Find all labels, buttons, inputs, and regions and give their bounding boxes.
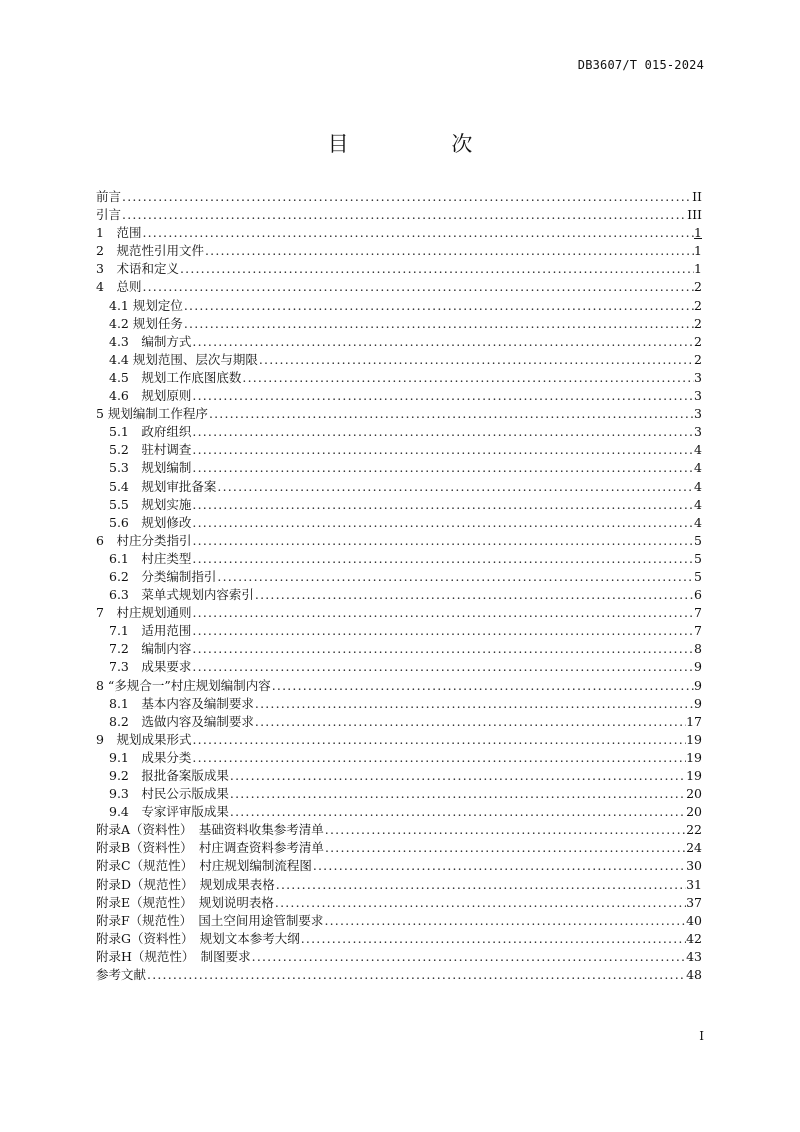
toc-entry-page: 17: [686, 713, 702, 729]
toc-entry[interactable]: [96, 857, 702, 875]
toc-entry-label: 5.5 规划实施: [109, 496, 192, 512]
toc-entry-page: 42: [686, 930, 702, 946]
toc-entry-page: 4: [694, 442, 702, 458]
toc-entry-label: 8.1 基本内容及编制要求: [109, 695, 254, 711]
toc-entry-label: 4.5 规划工作底图底数: [109, 369, 242, 385]
toc-entry[interactable]: [96, 785, 702, 803]
toc-entry-page: 3: [694, 406, 702, 422]
toc-entry[interactable]: [96, 803, 702, 821]
toc-entry[interactable]: [96, 894, 702, 912]
toc-entry-label: 5.6 规划修改: [109, 514, 192, 530]
toc-leader-dots: [275, 876, 686, 894]
toc-entry[interactable]: [96, 912, 702, 930]
toc-leader-dots: [191, 441, 694, 459]
toc-entry-label: 5.3 规划编制: [109, 460, 192, 476]
toc-leader-dots: [324, 821, 686, 839]
toc-leader-dots: [216, 568, 694, 586]
toc-leader-dots: [191, 658, 694, 676]
toc-entry-label: 9.3 村民公示版成果: [109, 786, 229, 802]
toc-entry[interactable]: [96, 640, 702, 658]
toc-entry-page: 19: [686, 768, 702, 783]
toc-entry[interactable]: [96, 966, 702, 984]
toc-entry-page: 20: [686, 786, 702, 802]
toc-entry[interactable]: [96, 658, 702, 676]
toc-entry[interactable]: [96, 405, 702, 423]
toc-leader-dots: [146, 966, 686, 984]
toc-entry-page: 1: [694, 261, 702, 277]
toc-entry-page: 2: [694, 333, 702, 349]
toc-entry-page: 5: [694, 550, 702, 566]
toc-entry-page: 19: [686, 749, 702, 765]
toc-entry-label: 4.6 规划原则: [109, 388, 192, 404]
toc-entry-page: 3: [694, 388, 702, 404]
toc-entry-label: 9 规划成果形式: [96, 731, 192, 747]
toc-entry[interactable]: [96, 441, 702, 459]
toc-entry[interactable]: [96, 821, 702, 839]
toc-leader-dots: [251, 948, 686, 966]
toc-entry-label: 5.4 规划审批备案: [109, 478, 217, 494]
toc-leader-dots: [324, 839, 686, 857]
toc-leader-dots: [191, 514, 694, 532]
toc-entry[interactable]: [96, 749, 702, 767]
toc-entry[interactable]: [96, 260, 702, 278]
toc-entry-label: 7.3 成果要求: [109, 659, 192, 675]
toc-entry-label: 6.1 村庄类型: [109, 550, 192, 566]
toc-entry-label: 2 规范性引用文件: [96, 243, 204, 259]
toc-entry[interactable]: [96, 315, 702, 333]
table-of-contents: [96, 188, 702, 984]
toc-entry-label: 引言: [96, 207, 122, 223]
toc-entry[interactable]: [96, 297, 702, 315]
toc-entry-page: 7: [694, 623, 702, 639]
toc-entry-page: 9: [694, 677, 702, 693]
toc-entry[interactable]: [96, 278, 702, 296]
toc-entry-label: 前言: [96, 189, 122, 204]
toc-entry-page: 6: [694, 587, 702, 603]
toc-leader-dots: [183, 315, 694, 333]
toc-entry-page: 5: [694, 532, 702, 548]
toc-leader-dots: [323, 912, 686, 930]
toc-entry-page: 3: [694, 424, 702, 440]
toc-leader-dots: [271, 677, 694, 695]
toc-leader-dots: [229, 785, 686, 803]
toc-entry-page: 2: [694, 351, 702, 367]
toc-entry-page: 30: [686, 858, 702, 874]
toc-entry-page: 20: [686, 804, 702, 820]
toc-entry-page: 4: [694, 460, 702, 476]
toc-entry-label: 附录B（资料性） 村庄调查资料参考清单: [96, 840, 324, 856]
toc-entry[interactable]: [96, 568, 702, 586]
toc-entry-label: 5 规划编制工作程序: [96, 406, 208, 422]
toc-entry-page: 40: [686, 912, 702, 928]
toc-leader-dots: [121, 206, 687, 224]
toc-entry[interactable]: [96, 731, 702, 749]
toc-entry-page: 1: [694, 243, 702, 259]
toc-leader-dots: [216, 478, 694, 496]
toc-entry-page: 4: [694, 478, 702, 494]
toc-entry-label: 4.3 编制方式: [109, 333, 192, 349]
toc-entry[interactable]: [96, 550, 702, 568]
toc-entry-page: 22: [686, 822, 702, 838]
toc-leader-dots: [254, 695, 694, 713]
toc-entry-page: 31: [686, 876, 702, 892]
toc-entry[interactable]: [96, 677, 702, 695]
toc-leader-dots: [191, 550, 694, 568]
toc-entry-label: 8.2 选做内容及编制要求: [109, 713, 254, 729]
toc-entry-label: 7.1 适用范围: [109, 623, 192, 639]
toc-entry-label: 附录G（资料性） 规划文本参考大纲: [96, 930, 300, 946]
toc-entry-label: 7.2 编制内容: [109, 641, 192, 657]
toc-leader-dots: [121, 188, 692, 206]
toc-leader-dots: [191, 459, 694, 477]
toc-leader-dots: [191, 640, 694, 658]
toc-entry[interactable]: [96, 224, 702, 242]
toc-entry[interactable]: [96, 333, 702, 351]
toc-entry-label: 3 术语和定义: [96, 261, 179, 277]
toc-leader-dots: [300, 930, 686, 948]
toc-entry-label: 附录E（规范性） 规划说明表格: [96, 894, 274, 910]
toc-entry-label: 6.3 菜单式规划内容索引: [109, 587, 254, 603]
toc-entry-label: 附录F（规范性） 国土空间用途管制要求: [96, 912, 324, 928]
toc-entry[interactable]: [96, 242, 702, 260]
toc-leader-dots: [141, 278, 694, 296]
toc-entry[interactable]: [96, 767, 702, 785]
toc-entry-page: 1: [694, 225, 702, 241]
toc-leader-dots: [204, 242, 694, 260]
toc-leader-dots: [191, 604, 694, 622]
toc-entry-label: 参考文献: [96, 967, 147, 983]
toc-leader-dots: [183, 297, 694, 315]
toc-leader-dots: [241, 369, 694, 387]
toc-entry[interactable]: [96, 514, 702, 532]
toc-entry-page: 19: [686, 731, 702, 747]
toc-entry[interactable]: [96, 459, 702, 477]
toc-leader-dots: [191, 532, 694, 550]
toc-entry[interactable]: [96, 695, 702, 713]
toc-entry-page: 24: [686, 840, 702, 856]
toc-leader-dots: [191, 749, 686, 767]
toc-leader-dots: [229, 803, 686, 821]
toc-entry-page: 43: [686, 948, 702, 964]
toc-leader-dots: [179, 260, 694, 278]
toc-entry[interactable]: [96, 930, 702, 948]
toc-entry[interactable]: [96, 586, 702, 604]
toc-leader-dots: [254, 713, 686, 731]
toc-leader-dots: [141, 224, 694, 242]
toc-leader-dots: [274, 894, 686, 912]
toc-entry-page: 5: [694, 568, 702, 584]
toc-entry[interactable]: [96, 839, 702, 857]
toc-entry[interactable]: [96, 622, 702, 640]
toc-leader-dots: [191, 496, 694, 514]
toc-entry-page: 8: [694, 641, 702, 657]
document-code: DB3607/T 015-2024: [577, 58, 704, 72]
toc-entry-page: III: [687, 207, 702, 223]
toc-entry[interactable]: [96, 604, 702, 622]
toc-entry-label: 5.2 驻村调查: [109, 442, 192, 458]
toc-entry-label: 附录C（规范性） 村庄规划编制流程图: [96, 858, 312, 874]
toc-entry-label: 9.4 专家评审版成果: [109, 804, 229, 820]
toc-entry[interactable]: [96, 369, 702, 387]
toc-entry[interactable]: [96, 423, 702, 441]
page-number: I: [699, 1029, 704, 1043]
toc-leader-dots: [312, 857, 686, 875]
toc-entry-label: 附录A（资料性） 基础资料收集参考清单: [96, 822, 324, 838]
toc-entry-label: 5.1 政府组织: [109, 424, 192, 440]
toc-entry-page: 2: [694, 315, 702, 331]
toc-entry-page: 48: [686, 967, 702, 983]
toc-entry-label: 附录D（规范性） 规划成果表格: [96, 876, 275, 892]
toc-entry-label: 1 范围: [96, 225, 142, 241]
toc-entry-label: 6 村庄分类指引: [96, 532, 192, 548]
toc-entry[interactable]: [96, 188, 702, 206]
toc-entry-label: 6.2 分类编制指引: [109, 568, 217, 584]
toc-entry[interactable]: [96, 206, 702, 224]
toc-leader-dots: [191, 622, 694, 640]
toc-entry-page: II: [692, 189, 702, 204]
toc-entry-label: 4 总则: [96, 279, 142, 295]
toc-entry[interactable]: [96, 948, 702, 966]
toc-leader-dots: [258, 351, 694, 369]
toc-leader-dots: [229, 767, 686, 785]
toc-entry-page: 9: [694, 659, 702, 675]
toc-entry[interactable]: [96, 496, 702, 514]
toc-entry-page: 2: [694, 279, 702, 295]
toc-entry-label: 9.1 成果分类: [109, 749, 192, 765]
toc-entry-page: 4: [694, 496, 702, 512]
toc-leader-dots: [191, 731, 686, 749]
toc-entry-label: 4.2 规划任务: [109, 315, 183, 331]
toc-leader-dots: [191, 387, 694, 405]
toc-entry-page: 2: [694, 297, 702, 313]
toc-entry[interactable]: [96, 876, 702, 894]
toc-leader-dots: [254, 586, 694, 604]
toc-entry[interactable]: [96, 351, 702, 369]
toc-entry-page: 3: [694, 369, 702, 385]
toc-entry-page: 7: [694, 605, 702, 621]
toc-entry-label: 4.1 规划定位: [109, 297, 183, 313]
toc-leader-dots: [191, 333, 694, 351]
toc-entry-label: 9.2 报批备案版成果: [109, 768, 229, 783]
toc-entry-page: 4: [694, 514, 702, 530]
toc-entry[interactable]: [96, 532, 702, 550]
toc-entry[interactable]: [96, 387, 702, 405]
toc-entry-label: 8 “多规合一”村庄规划编制内容: [96, 677, 271, 693]
toc-entry[interactable]: [96, 713, 702, 731]
toc-leader-dots: [208, 405, 694, 423]
toc-entry-label: 4.4 规划范围、层次与期限: [109, 351, 258, 367]
toc-entry-page: 9: [694, 695, 702, 711]
toc-title: 目 次: [327, 132, 521, 156]
toc-entry-page: 37: [686, 894, 702, 910]
toc-entry-label: 附录H（规范性） 制图要求: [96, 948, 251, 964]
toc-entry[interactable]: [96, 478, 702, 496]
toc-entry-label: 7 村庄规划通则: [96, 605, 192, 621]
toc-leader-dots: [191, 423, 694, 441]
